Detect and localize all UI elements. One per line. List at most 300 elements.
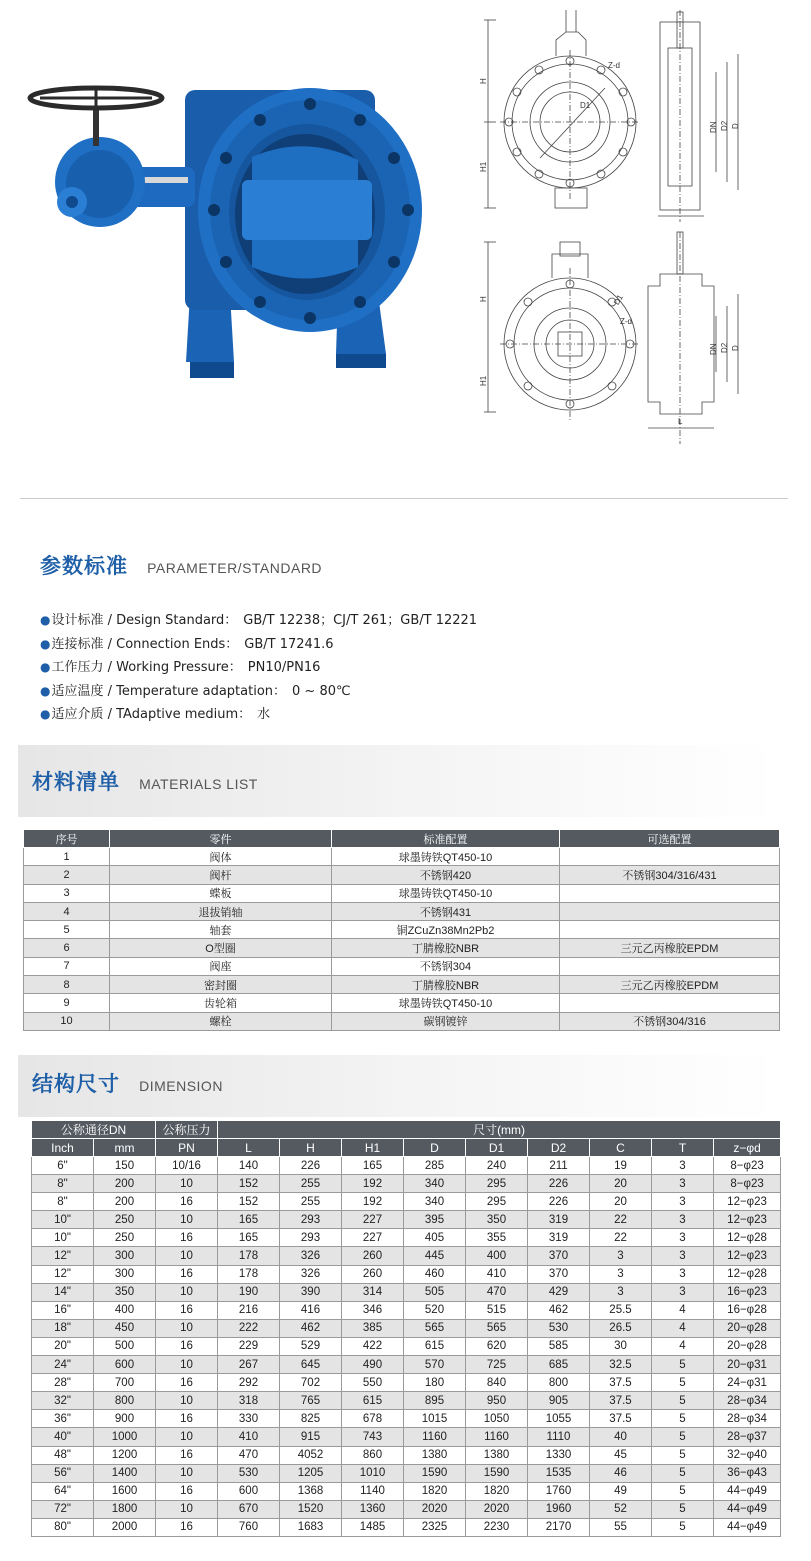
table-cell: 16 — [156, 1446, 218, 1464]
table-cell: 326 — [280, 1265, 342, 1283]
table-row — [32, 1500, 781, 1518]
table-cell: 500 — [94, 1337, 156, 1355]
table-cell: 64" — [32, 1482, 94, 1500]
table-cell: 52 — [590, 1500, 652, 1518]
table-cell: 200 — [94, 1175, 156, 1193]
table-cell — [560, 902, 780, 920]
table-cell: 8 — [24, 976, 110, 994]
table-cell: 12−φ28 — [714, 1265, 781, 1283]
table-cell: 293 — [280, 1229, 342, 1247]
table-cell: 80" — [32, 1518, 94, 1536]
table-cell: 620 — [466, 1337, 528, 1355]
table-cell: 16 — [156, 1229, 218, 1247]
table-row — [24, 848, 780, 866]
table-cell: 24−φ31 — [714, 1374, 781, 1392]
table-cell: 46 — [590, 1464, 652, 1482]
table-cell: 10 — [156, 1283, 218, 1301]
table-row — [24, 939, 780, 957]
table-cell: 碳钢镀锌 — [332, 1012, 560, 1030]
table-cell: 860 — [342, 1446, 404, 1464]
table-cell: 765 — [280, 1392, 342, 1410]
table-cell: 1520 — [280, 1500, 342, 1518]
table-cell — [560, 921, 780, 939]
table-cell: 1683 — [280, 1518, 342, 1536]
table-cell: 3 — [590, 1283, 652, 1301]
table-cell: 36" — [32, 1410, 94, 1428]
table-cell: 16 — [156, 1518, 218, 1536]
table-cell: 300 — [94, 1247, 156, 1265]
table-cell: 350 — [94, 1283, 156, 1301]
table-row — [32, 1247, 781, 1265]
table-cell: 211 — [528, 1157, 590, 1175]
table-cell: 570 — [404, 1356, 466, 1374]
table-cell: 5 — [652, 1428, 714, 1446]
table-cell: 12−φ23 — [714, 1247, 781, 1265]
parameter-value: 0 ~ 80℃ — [292, 683, 351, 699]
table-cell: 32" — [32, 1392, 94, 1410]
table-cell: 1590 — [466, 1464, 528, 1482]
table-cell: 416 — [280, 1301, 342, 1319]
table-cell: 385 — [342, 1319, 404, 1337]
drawing-label-d: D — [731, 345, 740, 351]
table-cell: 12−φ23 — [714, 1211, 781, 1229]
table-cell: 370 — [528, 1247, 590, 1265]
table-cell: 16 — [156, 1337, 218, 1355]
section-divider — [20, 498, 788, 499]
table-cell: 1368 — [280, 1482, 342, 1500]
parameter-label: 工作压力 / Working Pressure： — [51, 660, 242, 675]
table-row — [32, 1356, 781, 1374]
table-cell: 4052 — [280, 1446, 342, 1464]
table-row — [32, 1265, 781, 1283]
table-cell: 1960 — [528, 1500, 590, 1518]
table-cell: 1820 — [466, 1482, 528, 1500]
parameter-label: 连接标准 / Connection Ends： — [51, 636, 239, 652]
table-cell: 12" — [32, 1247, 94, 1265]
table-cell: 1050 — [466, 1410, 528, 1428]
table-cell: 12−φ28 — [714, 1229, 781, 1247]
table-cell: 895 — [404, 1392, 466, 1410]
table-cell: 319 — [528, 1211, 590, 1229]
bullet-icon: ● — [40, 683, 51, 698]
table-cell: 192 — [342, 1193, 404, 1211]
drawing-label-d1: D1 — [611, 293, 625, 307]
table-cell: 445 — [404, 1247, 466, 1265]
table-cell: 16−φ28 — [714, 1301, 781, 1319]
table-cell: 12−φ23 — [714, 1193, 781, 1211]
dimension-column-header: H1 — [342, 1139, 404, 1157]
table-cell: 400 — [466, 1247, 528, 1265]
table-cell: 1015 — [404, 1410, 466, 1428]
table-cell: 28−φ34 — [714, 1410, 781, 1428]
table-cell: 515 — [466, 1301, 528, 1319]
table-cell: 150 — [94, 1157, 156, 1175]
table-cell: 72" — [32, 1500, 94, 1518]
table-cell: 20 — [590, 1193, 652, 1211]
table-cell: 32−φ40 — [714, 1446, 781, 1464]
dimension-column-header: D — [404, 1139, 466, 1157]
table-cell: 2170 — [528, 1518, 590, 1536]
table-cell: 260 — [342, 1247, 404, 1265]
table-cell: 16 — [156, 1374, 218, 1392]
table-cell: 743 — [342, 1428, 404, 1446]
table-cell: 226 — [280, 1157, 342, 1175]
table-cell: 19 — [590, 1157, 652, 1175]
table-cell: 670 — [218, 1500, 280, 1518]
table-cell: 10 — [24, 1012, 110, 1030]
drawing-label-zd: Z-d — [620, 317, 632, 326]
drawing-label-d: D — [731, 123, 740, 129]
table-cell: 1400 — [94, 1464, 156, 1482]
table-cell: 915 — [280, 1428, 342, 1446]
table-cell: 222 — [218, 1319, 280, 1337]
parameter-item — [40, 656, 477, 680]
table-cell: 球墨铸铁QT450-10 — [332, 884, 560, 902]
table-cell: 1140 — [342, 1482, 404, 1500]
table-cell: 900 — [94, 1410, 156, 1428]
table-cell: 8" — [32, 1193, 94, 1211]
table-cell: 3 — [652, 1247, 714, 1265]
table-cell: 退拔销轴 — [110, 902, 332, 920]
table-cell: 1590 — [404, 1464, 466, 1482]
table-cell: 293 — [280, 1211, 342, 1229]
table-cell: 615 — [342, 1392, 404, 1410]
table-row — [32, 1428, 781, 1446]
parameter-value: GB/T 17241.6 — [244, 636, 334, 652]
table-cell: 319 — [528, 1229, 590, 1247]
dimension-group-pn: 公称压力 — [156, 1121, 218, 1139]
table-row — [32, 1337, 781, 1355]
drawing-label-d2: D2 — [720, 342, 729, 353]
table-cell: 22 — [590, 1211, 652, 1229]
dimension-header-row — [32, 1139, 781, 1157]
dimension-column-header: C — [590, 1139, 652, 1157]
table-cell: 600 — [218, 1482, 280, 1500]
parameter-value: PN10/PN16 — [247, 660, 321, 675]
table-cell: 56" — [32, 1464, 94, 1482]
table-cell: 蝶板 — [110, 884, 332, 902]
table-cell: 905 — [528, 1392, 590, 1410]
table-cell: 685 — [528, 1356, 590, 1374]
table-cell: 铜ZCuZn38Mn2Pb2 — [332, 921, 560, 939]
table-cell: 不锈钢420 — [332, 866, 560, 884]
table-cell: 44−φ49 — [714, 1482, 781, 1500]
table-cell: 10 — [156, 1319, 218, 1337]
table-cell: 950 — [466, 1392, 528, 1410]
parameter-title: 参数标准 — [40, 554, 128, 578]
dimension-subtitle: DIMENSION — [139, 1078, 223, 1094]
table-cell: 三元乙丙橡胶EPDM — [560, 976, 780, 994]
table-cell: 不锈钢304/316 — [560, 1012, 780, 1030]
table-cell: 齿轮箱 — [110, 994, 332, 1012]
table-cell: 3 — [652, 1283, 714, 1301]
table-cell: 346 — [342, 1301, 404, 1319]
table-row — [32, 1283, 781, 1301]
table-cell: 429 — [528, 1283, 590, 1301]
table-cell: 10" — [32, 1211, 94, 1229]
table-cell: 5 — [652, 1374, 714, 1392]
table-cell: 20−φ28 — [714, 1337, 781, 1355]
table-row — [32, 1157, 781, 1175]
table-cell: 178 — [218, 1265, 280, 1283]
table-cell: 152 — [218, 1193, 280, 1211]
bullet-icon: ● — [40, 660, 51, 674]
table-cell: 340 — [404, 1175, 466, 1193]
table-cell: 350 — [466, 1211, 528, 1229]
dimension-title: 结构尺寸 — [32, 1072, 120, 1096]
table-cell: 3 — [652, 1265, 714, 1283]
table-cell: 267 — [218, 1356, 280, 1374]
table-cell: 16" — [32, 1301, 94, 1319]
table-cell: 49 — [590, 1482, 652, 1500]
table-row — [24, 902, 780, 920]
table-cell: 1760 — [528, 1482, 590, 1500]
table-cell: 10 — [156, 1211, 218, 1229]
table-cell: 565 — [404, 1319, 466, 1337]
drawing-label-d2: D2 — [720, 120, 729, 131]
parameter-list — [40, 609, 477, 727]
drawing-label-zd: Z-d — [608, 61, 620, 70]
table-cell: 2000 — [94, 1518, 156, 1536]
table-cell: 8−φ23 — [714, 1157, 781, 1175]
table-cell: 1360 — [342, 1500, 404, 1518]
table-cell: 44−φ49 — [714, 1500, 781, 1518]
table-cell: 球墨铸铁QT450-10 — [332, 994, 560, 1012]
table-cell: 165 — [218, 1211, 280, 1229]
table-row — [24, 957, 780, 975]
drawing-label-d1: D1 — [580, 101, 591, 110]
table-cell: 462 — [528, 1301, 590, 1319]
table-row — [24, 866, 780, 884]
table-cell: 4 — [652, 1319, 714, 1337]
table-cell: 8−φ23 — [714, 1175, 781, 1193]
table-cell: 2230 — [466, 1518, 528, 1536]
table-cell: 229 — [218, 1337, 280, 1355]
table-cell: 10 — [156, 1247, 218, 1265]
table-cell: 14" — [32, 1283, 94, 1301]
table-cell: 470 — [218, 1446, 280, 1464]
table-cell: 1110 — [528, 1428, 590, 1446]
materials-column-header: 标准配置 — [332, 830, 560, 848]
table-cell: 1000 — [94, 1428, 156, 1446]
table-cell: 152 — [218, 1175, 280, 1193]
table-cell: 28" — [32, 1374, 94, 1392]
table-cell: 5 — [24, 921, 110, 939]
parameter-item — [40, 680, 477, 704]
table-cell: 1485 — [342, 1518, 404, 1536]
table-cell: 529 — [280, 1337, 342, 1355]
table-cell: 3 — [24, 884, 110, 902]
table-cell: 240 — [466, 1157, 528, 1175]
table-row — [24, 994, 780, 1012]
drawing-label-dn: DN — [709, 343, 718, 355]
table-cell: 1800 — [94, 1500, 156, 1518]
table-cell: O型圈 — [110, 939, 332, 957]
table-cell: 165 — [218, 1229, 280, 1247]
materials-column-header: 零件 — [110, 830, 332, 848]
table-cell: 800 — [528, 1374, 590, 1392]
dimension-group-size: 尺寸(mm) — [218, 1121, 781, 1139]
table-cell: 520 — [404, 1301, 466, 1319]
table-cell: 36−φ43 — [714, 1464, 781, 1482]
table-cell: 不锈钢304 — [332, 957, 560, 975]
table-row — [32, 1193, 781, 1211]
table-cell: 226 — [528, 1193, 590, 1211]
dimension-column-header: L — [218, 1139, 280, 1157]
table-cell: 10 — [156, 1392, 218, 1410]
table-cell: 4 — [24, 902, 110, 920]
table-cell: 190 — [218, 1283, 280, 1301]
table-cell: 3 — [590, 1265, 652, 1283]
parameter-label: 适应介质 / TAdaptive medium： — [51, 707, 252, 722]
table-cell: 37.5 — [590, 1392, 652, 1410]
table-cell: 2325 — [404, 1518, 466, 1536]
table-cell: 10 — [156, 1356, 218, 1374]
table-row — [24, 921, 780, 939]
table-cell: 1205 — [280, 1464, 342, 1482]
valve-product-image — [20, 62, 420, 382]
table-cell: 1380 — [404, 1446, 466, 1464]
table-cell: 16 — [156, 1301, 218, 1319]
table-row — [32, 1518, 781, 1536]
table-cell: 16−φ23 — [714, 1283, 781, 1301]
table-cell: 37.5 — [590, 1410, 652, 1428]
table-cell: 20−φ31 — [714, 1356, 781, 1374]
table-row — [24, 1012, 780, 1030]
table-cell: 180 — [404, 1374, 466, 1392]
table-cell: 25.5 — [590, 1301, 652, 1319]
table-cell: 250 — [94, 1229, 156, 1247]
table-cell: 318 — [218, 1392, 280, 1410]
table-cell: 370 — [528, 1265, 590, 1283]
dimension-heading — [32, 1068, 223, 1098]
table-cell: 530 — [528, 1319, 590, 1337]
table-cell: 227 — [342, 1211, 404, 1229]
table-cell: 5 — [652, 1410, 714, 1428]
table-cell: 48" — [32, 1446, 94, 1464]
parameter-subtitle: PARAMETER/STANDARD — [147, 560, 323, 576]
table-row — [32, 1392, 781, 1410]
table-cell: 390 — [280, 1283, 342, 1301]
table-cell: 800 — [94, 1392, 156, 1410]
table-cell: 阀杆 — [110, 866, 332, 884]
table-cell: 227 — [342, 1229, 404, 1247]
parameter-item — [40, 633, 477, 657]
table-cell: 阀体 — [110, 848, 332, 866]
table-row — [32, 1446, 781, 1464]
drawing-label-dn: DN — [709, 121, 718, 133]
table-row — [32, 1374, 781, 1392]
table-cell: 12" — [32, 1265, 94, 1283]
table-cell: 5 — [652, 1518, 714, 1536]
table-cell: 28−φ34 — [714, 1392, 781, 1410]
table-row — [32, 1301, 781, 1319]
table-cell: 6" — [32, 1157, 94, 1175]
drawing-label-h: H — [479, 296, 488, 302]
technical-drawing-lever-operated — [480, 232, 750, 444]
table-row — [32, 1410, 781, 1428]
parameter-item — [40, 609, 477, 633]
table-cell: 不锈钢304/316/431 — [560, 866, 780, 884]
table-cell: 165 — [342, 1157, 404, 1175]
table-cell: 10" — [32, 1229, 94, 1247]
table-cell: 45 — [590, 1446, 652, 1464]
table-cell: 1010 — [342, 1464, 404, 1482]
table-cell: 700 — [94, 1374, 156, 1392]
table-cell: 22 — [590, 1229, 652, 1247]
table-row — [32, 1175, 781, 1193]
dimension-group-dn: 公称通径DN — [32, 1121, 156, 1139]
parameter-value: 水 — [257, 707, 271, 722]
table-cell: 255 — [280, 1175, 342, 1193]
drawing-label-h1: H1 — [479, 161, 488, 172]
table-cell: 140 — [218, 1157, 280, 1175]
table-cell: 球墨铸铁QT450-10 — [332, 848, 560, 866]
table-cell: 10 — [156, 1500, 218, 1518]
table-cell: 760 — [218, 1518, 280, 1536]
table-row — [32, 1229, 781, 1247]
table-cell: 825 — [280, 1410, 342, 1428]
dimension-column-header: T — [652, 1139, 714, 1157]
table-cell: 565 — [466, 1319, 528, 1337]
table-cell: 32.5 — [590, 1356, 652, 1374]
table-cell: 2020 — [404, 1500, 466, 1518]
table-cell: 不锈钢431 — [332, 902, 560, 920]
table-cell: 410 — [218, 1428, 280, 1446]
table-cell: 16 — [156, 1482, 218, 1500]
table-cell: 192 — [342, 1175, 404, 1193]
table-cell: 2 — [24, 866, 110, 884]
table-cell: 615 — [404, 1337, 466, 1355]
table-cell: 丁腈橡胶NBR — [332, 976, 560, 994]
table-cell: 460 — [404, 1265, 466, 1283]
table-cell — [560, 957, 780, 975]
table-cell: 678 — [342, 1410, 404, 1428]
table-cell: 216 — [218, 1301, 280, 1319]
table-cell: 10 — [156, 1175, 218, 1193]
bullet-icon: ● — [40, 636, 51, 651]
table-row — [32, 1482, 781, 1500]
table-cell: 阀座 — [110, 957, 332, 975]
materials-heading — [32, 766, 258, 796]
table-cell: 37.5 — [590, 1374, 652, 1392]
dimension-column-header: D1 — [466, 1139, 528, 1157]
table-cell: 292 — [218, 1374, 280, 1392]
table-cell: 840 — [466, 1374, 528, 1392]
table-cell — [560, 884, 780, 902]
parameter-heading — [40, 550, 322, 580]
table-cell: 3 — [652, 1157, 714, 1175]
table-cell: 3 — [590, 1247, 652, 1265]
table-cell: 505 — [404, 1283, 466, 1301]
table-cell: 5 — [652, 1500, 714, 1518]
table-cell: 355 — [466, 1229, 528, 1247]
materials-subtitle: MATERIALS LIST — [139, 776, 258, 792]
table-cell: 5 — [652, 1392, 714, 1410]
materials-column-header: 可选配置 — [560, 830, 780, 848]
parameter-value: GB/T 12238；CJ/T 261；GB/T 12221 — [243, 613, 478, 628]
table-cell: 450 — [94, 1319, 156, 1337]
table-cell: 40 — [590, 1428, 652, 1446]
table-cell: 16 — [156, 1193, 218, 1211]
table-cell: 178 — [218, 1247, 280, 1265]
table-cell: 1160 — [466, 1428, 528, 1446]
parameter-label: 适应温度 / Temperature adaptation： — [51, 683, 287, 699]
table-cell: 1055 — [528, 1410, 590, 1428]
table-cell: 226 — [528, 1175, 590, 1193]
dimension-column-header: PN — [156, 1139, 218, 1157]
dimension-column-header: z−φd — [714, 1139, 781, 1157]
